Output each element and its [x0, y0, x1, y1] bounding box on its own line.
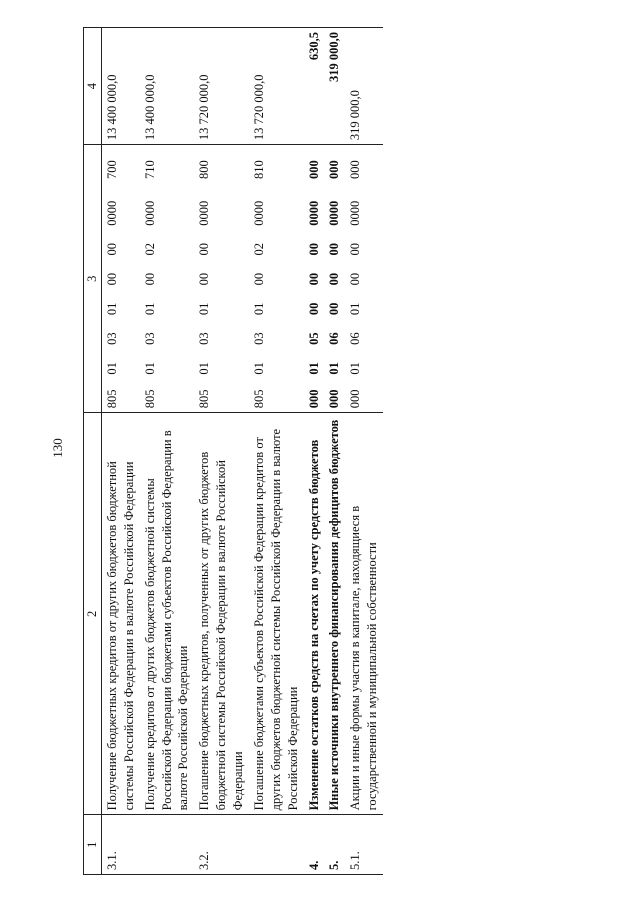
row-number: 3.2.	[194, 815, 249, 875]
table-row	[101, 28, 139, 875]
row-code-2: 01	[104, 362, 119, 375]
row-code-6: 00	[327, 243, 342, 256]
row-code-2: 01	[348, 362, 363, 375]
row-name: Погашение бюджетами субъектов Российской Федерации кредитов от других бюджетов бюджетной системы Российской Федерации в валюте Российской Федерации	[249, 413, 304, 815]
row-code-4: 01	[104, 302, 119, 316]
row-code-5: 00	[348, 272, 363, 286]
row-code-7: 0000	[142, 200, 157, 226]
row-code-7: 0000	[104, 200, 119, 226]
row-code-4: 01	[251, 302, 266, 316]
row-code-7: 0000	[197, 200, 212, 226]
row-code-3: 06	[348, 332, 363, 345]
row-code-3: 06	[327, 332, 342, 345]
table-row	[324, 28, 345, 875]
row-code-5: 00	[327, 272, 342, 286]
row-code-1: 000	[345, 379, 383, 413]
table-row	[249, 28, 304, 875]
table-container	[83, 27, 640, 875]
row-code-5: 00	[104, 272, 119, 286]
row-code-1: 000	[324, 379, 345, 413]
row-value: 13 400 000,0	[101, 28, 139, 145]
row-code-5: 00	[197, 272, 212, 286]
table-row	[140, 28, 195, 875]
row-value: 630,5	[304, 28, 325, 145]
table-body	[101, 28, 383, 875]
row-code-2: 01	[327, 362, 342, 375]
row-code-7: 0000	[327, 200, 342, 226]
row-code-3: 05	[306, 332, 321, 345]
row-number	[249, 815, 304, 875]
row-code-3: 03	[197, 332, 212, 345]
table-row	[345, 28, 383, 875]
row-name: Погашение бюджетных кредитов, полученных от других бюджетов бюджетной системы Российской Федерации в валюте Российской Федерации	[194, 413, 249, 815]
row-name: Изменение остатков средств на счетах по учету средств бюджетов	[304, 413, 325, 815]
row-code-1: 805	[249, 379, 304, 413]
header-col-4: 4	[84, 28, 102, 145]
row-code-8: 000	[345, 145, 383, 183]
row-code-3: 03	[142, 332, 157, 345]
row-name: Получение бюджетных кредитов от других бюджетов бюджетной системы Российской Федерации в валюте Российской Федерации	[101, 413, 139, 815]
table-row	[304, 28, 325, 875]
row-code-3: 03	[104, 332, 119, 345]
header-col-3: 3	[84, 145, 102, 413]
row-code-2: 01	[197, 362, 212, 375]
row-value: 13 720 000,0	[249, 28, 304, 145]
budget-sources-table	[83, 27, 383, 875]
row-code-6: 02	[251, 243, 266, 256]
row-code-4: 01	[348, 302, 363, 316]
row-value: 13 720 000,0	[194, 28, 249, 145]
row-code-2: 01	[251, 362, 266, 375]
row-code-4: 00	[327, 302, 342, 316]
table-row	[194, 28, 249, 875]
row-code-2: 01	[142, 362, 157, 375]
row-code-5: 00	[306, 272, 321, 286]
row-code-8: 810	[249, 145, 304, 183]
row-code-1: 805	[101, 379, 139, 413]
row-code-6: 02	[142, 243, 157, 256]
row-code-7: 0000	[251, 200, 266, 226]
row-code-6: 00	[348, 243, 363, 256]
row-number: 4.	[304, 815, 325, 875]
row-value: 319 000,0	[324, 28, 345, 145]
row-name: Иные источники внутреннего финансирования дефицитов бюджетов	[324, 413, 345, 815]
row-code-6: 00	[197, 243, 212, 256]
row-code-8: 710	[140, 145, 195, 183]
row-code-1: 805	[194, 379, 249, 413]
table-header-row	[84, 28, 102, 875]
row-code-6: 00	[306, 243, 321, 256]
row-number: 5.	[324, 815, 345, 875]
row-name: Получение кредитов от других бюджетов бюджетной системы Российской Федерации бюджетами субъектов Российской Федерации в валюте Российской Федерации	[140, 413, 195, 815]
row-code-7: 0000	[348, 200, 363, 226]
row-code-8: 800	[194, 145, 249, 183]
row-code-4: 01	[197, 302, 212, 316]
row-code-2: 01	[306, 362, 321, 375]
row-number: 5.1.	[345, 815, 383, 875]
row-code-4: 01	[142, 302, 157, 316]
row-number: 3.1.	[101, 815, 139, 875]
header-col-2: 2	[84, 413, 102, 815]
row-code-8: 000	[324, 145, 345, 183]
row-code-3: 03	[251, 332, 266, 345]
page-number: 130	[49, 438, 65, 458]
row-value: 319 000,0	[345, 28, 383, 145]
row-code-6: 00	[104, 243, 119, 256]
row-name: Акции и иные формы участия в капитале, находящиеся в государственной и муниципальной собственности	[345, 413, 383, 815]
row-value: 13 400 000,0	[140, 28, 195, 145]
row-code-5: 00	[251, 272, 266, 286]
row-code-1: 805	[140, 379, 195, 413]
row-code-4: 00	[306, 302, 321, 316]
row-code-1: 000	[304, 379, 325, 413]
row-code-5: 00	[142, 272, 157, 286]
row-code-8: 700	[101, 145, 139, 183]
row-number	[140, 815, 195, 875]
row-code-7: 0000	[306, 200, 321, 226]
row-code-8: 000	[304, 145, 325, 183]
header-col-1: 1	[84, 815, 102, 875]
